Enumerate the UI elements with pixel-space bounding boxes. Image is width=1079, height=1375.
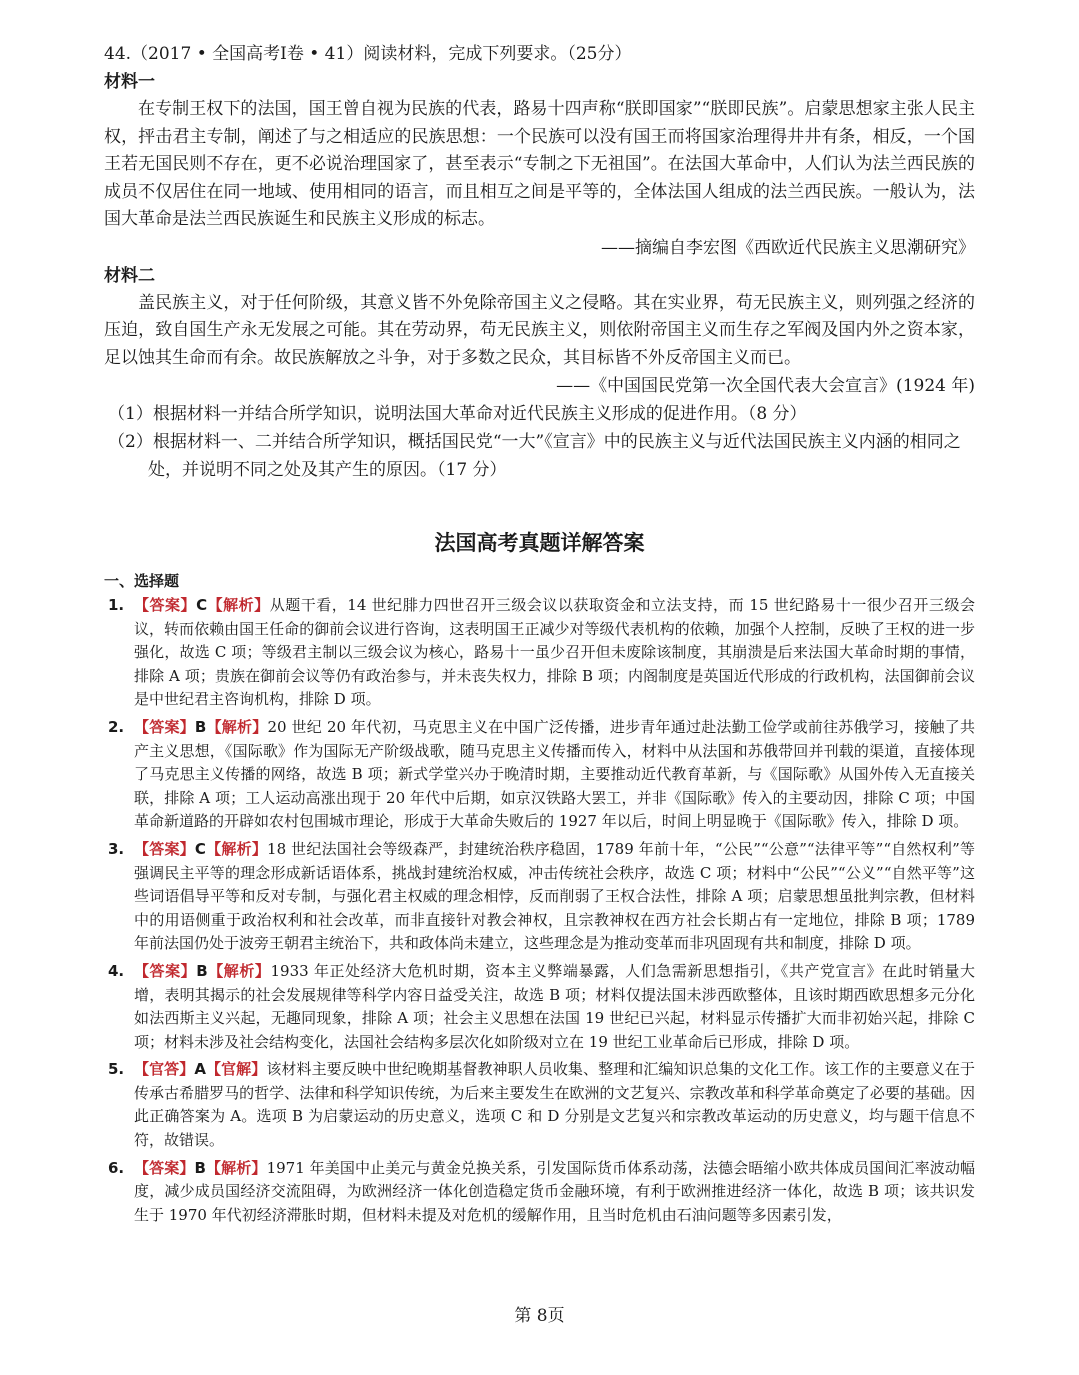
analysis-tag: 【解析】 [205,839,268,858]
analysis-tag: 【解析】 [206,717,268,736]
answer-number: 1. [108,596,125,614]
answer-item-2 [104,716,975,834]
analysis-text: 1933 年正处经济大危机时期，资本主义弊端暴露，人们急需新思想指引，《共产党宣言》在此时销量大增，表明其揭示的社会发展规律等科学内容日益受关注，故选 B 项；材料仅提法国未涉西欧整体，且该时期西欧思想多元分化如法西斯主义兴起，无趣同现象，排除 A 项；社会主义思想在法国 19 世纪已兴起，材料显示传播扩大而非初始兴起，排除 C 项；材料未涉及社会结构变化，法国社会结构多层次化如阶级对立在 19 世纪工业革命后已形成，排除 D 项。 [134,961,975,1051]
material-2-heading: 材料二 [104,265,155,286]
answer-number: 5. [108,1060,125,1079]
analysis-tag: 【解析】 [205,1158,267,1177]
answer-letter: B [194,1158,206,1177]
page-number: 第 8页 [514,1306,565,1326]
answer-letter: C [196,596,208,614]
analysis-text: 该材料主要反映中世纪晚期基督教神职人员收集、整理和汇编知识总集的文化工作。该工作的主要意义在于传承古希腊罗马的哲学、法律和科学知识传统，为后来主要发生在欧洲的文艺复兴、宗教改革和科学革命奠定了必要的基础。因此正确答案为 A。选项 B 为启蒙运动的历史意义，选项 C 和 D 分别是文艺复兴和宗教改革运动的历史意义，均与题干信息不符，故错误。 [134,1060,975,1150]
analysis-tag: 【解析】 [207,596,270,614]
analysis-text: 20 世纪 20 年代初，马克思主义在中国广泛传播，进步青年通过赴法勤工俭学或前往苏俄学习，接触了共产主义思想，《国际歌》作为国际无产阶级战歌，随马克思主义传播而传入，材料中从法国和苏俄带回并刊载的渠道，直接体现了马克思主义传播的网络，故选 B 项；新式学堂兴办于晚清时期，主要推动近代教育革新，与《国际歌》从国外传入无直接关联，排除 A 项；工人运动高涨出现于 20 年代中后期，如京汉铁路大罢工，并非《国际歌》传入的主要动因，排除 C 项；中国革命新道路的开辟如农村包围城市理论，形成于大革命失败后的 1927 年以后，时间上明显晚于《国际歌》传入，排除 D 项。 [134,717,975,831]
answer-letter: A [194,1060,206,1079]
sub-question-2: （2）根据材料一、二并结合所学知识，概括国民党“一大”《宣言》中的民族主义与近代法国民族主义内涵的相同之处，并说明不同之处及其产生的原因。（17 分） [108,432,961,480]
answer-item-6 [104,1157,975,1228]
material-1-source: ——摘编自李宏图《西欧近代民族主义思潮研究》 [601,237,975,258]
analysis-tag: 【官解】 [205,1060,267,1079]
answer-tag: 【答案】 [134,717,195,736]
answer-item-4 [104,960,975,1054]
answer-letter: B [196,961,208,980]
answer-number: 3. [108,839,125,858]
sub-question-1: （1）根据材料一并结合所学知识，说明法国大革命对近代民族主义形成的促进作用。（8 分） [108,404,807,424]
material-1-heading: 材料一 [104,72,155,92]
answer-tag: 【答案】 [134,961,197,980]
answer-number: 2. [108,717,125,736]
analysis-tag: 【解析】 [207,961,271,980]
answer-tag: 【答案】 [134,839,195,858]
answer-list [104,594,975,1227]
answer-tag: 【答案】 [134,1158,195,1177]
answer-item-5 [104,1058,975,1152]
material-1-text: 在专制王权下的法国，国王曾自视为民族的代表，路易十四声称“朕即国家”“朕即民族”。启蒙思想家主张人民主权，抨击君主专制，阐述了与之相适应的民族思想：一个民族可以没有国王而将国家治理得井井有条，相反，一个国王若无国民则不存在，更不必说治理国家了，甚至表示“专制之下无祖国”。在法国大革命中，人们认为法兰西民族的成员不仅居住在同一地域、使用相同的语言，而且相互之间是平等的，全体法国人组成的法兰西民族。一般认为，法国大革命是法兰西民族诞生和民族主义形成的标志。 [104,99,975,229]
answer-tag: 【官答】 [134,1060,195,1079]
analysis-text: 18 世纪法国社会等级森严，封建统治秩序稳固，1789 年前十年，“公民”“公意”“法律平等”“自然权利”等强调民主平等的理念形成新话语体系，挑战封建统治权威，冲击传统社会秩序，故选 C 项；材料中“公民”“公义”“自然平等”这些词语倡导平等和反对专制，与强化君主权威的理念相悖，反而削弱了王权合法性，排除 A 项；启蒙思想虽批判宗教，但材料中的用语侧重于政治权利和社会改革，而非直接针对教会神权，且宗教神权在西方社会长期占有一定地位，排除 B 项；1789 年前法国仍处于波旁王朝君主统治下，共和政体尚未建立，这些理念是为推动变革而非巩固现有共和制度，排除 D 项。 [134,839,975,953]
analysis-text: 1971 年美国中止美元与黄金兑换关系，引发国际货币体系动荡，法德会晤缩小欧共体成员国间汇率波动幅度，减少成员国经济交流阻碍，为欧洲经济一体化创造稳定货币金融环境，有利于欧洲推进经济一体化，故选 B 项；该共识发生于 1970 年代初经济滞胀时期，但材料未提及对危机的缓解作用，且当时危机由石油问题等多因素引发， [134,1158,975,1224]
answer-item-3 [104,838,975,956]
answer-letter: C [194,839,206,858]
material-2-source: ——《中国国民党第一次全国代表大会宣言》(1924 年) [556,376,975,396]
material-2-text: 盖民族主义，对于任何阶级，其意义皆不外免除帝国主义之侵略。其在实业界，苟无民族主义，则列强之经济的压迫，致自国生产永无发展之可能。其在劳动界，苟无民族主义，则依附帝国主义而生存之军阀及国内外之资本家，足以蚀其生命而有余。故民族解放之斗争，对于多数之民众，其目标皆不外反帝国主义而已。 [104,292,975,368]
analysis-text: 从题干看，14 世纪腓力四世召开三级会议以获取资金和立法支持，而 15 世纪路易十一很少召开三级会议，转而依赖由国王任命的御前会议进行咨询，这表明国王正减少对等级代表机构的依赖，加强个人控制，反映了王权的进一步强化，故选 C 项；等级君主制以三级会议为核心，路易十一虽少召开但未废除该制度，其崩溃是后来法国大革命时期的事情，排除 A 项；贵族在御前会议等仍有政治参与，并未丧失权力，排除 B 项；内阁制度是英国近代形成的行政机构，法国御前会议是中世纪君主咨询机构，排除 D 项。 [134,596,975,709]
answer-letter: B [194,717,207,736]
answer-item-1 [104,594,975,712]
question-title: 44.（2017 • 全国高考Ⅰ卷 • 41）阅读材料，完成下列要求。（25分） [104,44,632,64]
answer-section-title: 法国高考真题详解答案 [434,531,645,555]
answer-number: 4. [108,961,125,980]
answer-tag: 【答案】 [134,596,197,614]
answer-number: 6. [108,1158,125,1177]
part-heading: 一、选择题 [104,572,180,590]
